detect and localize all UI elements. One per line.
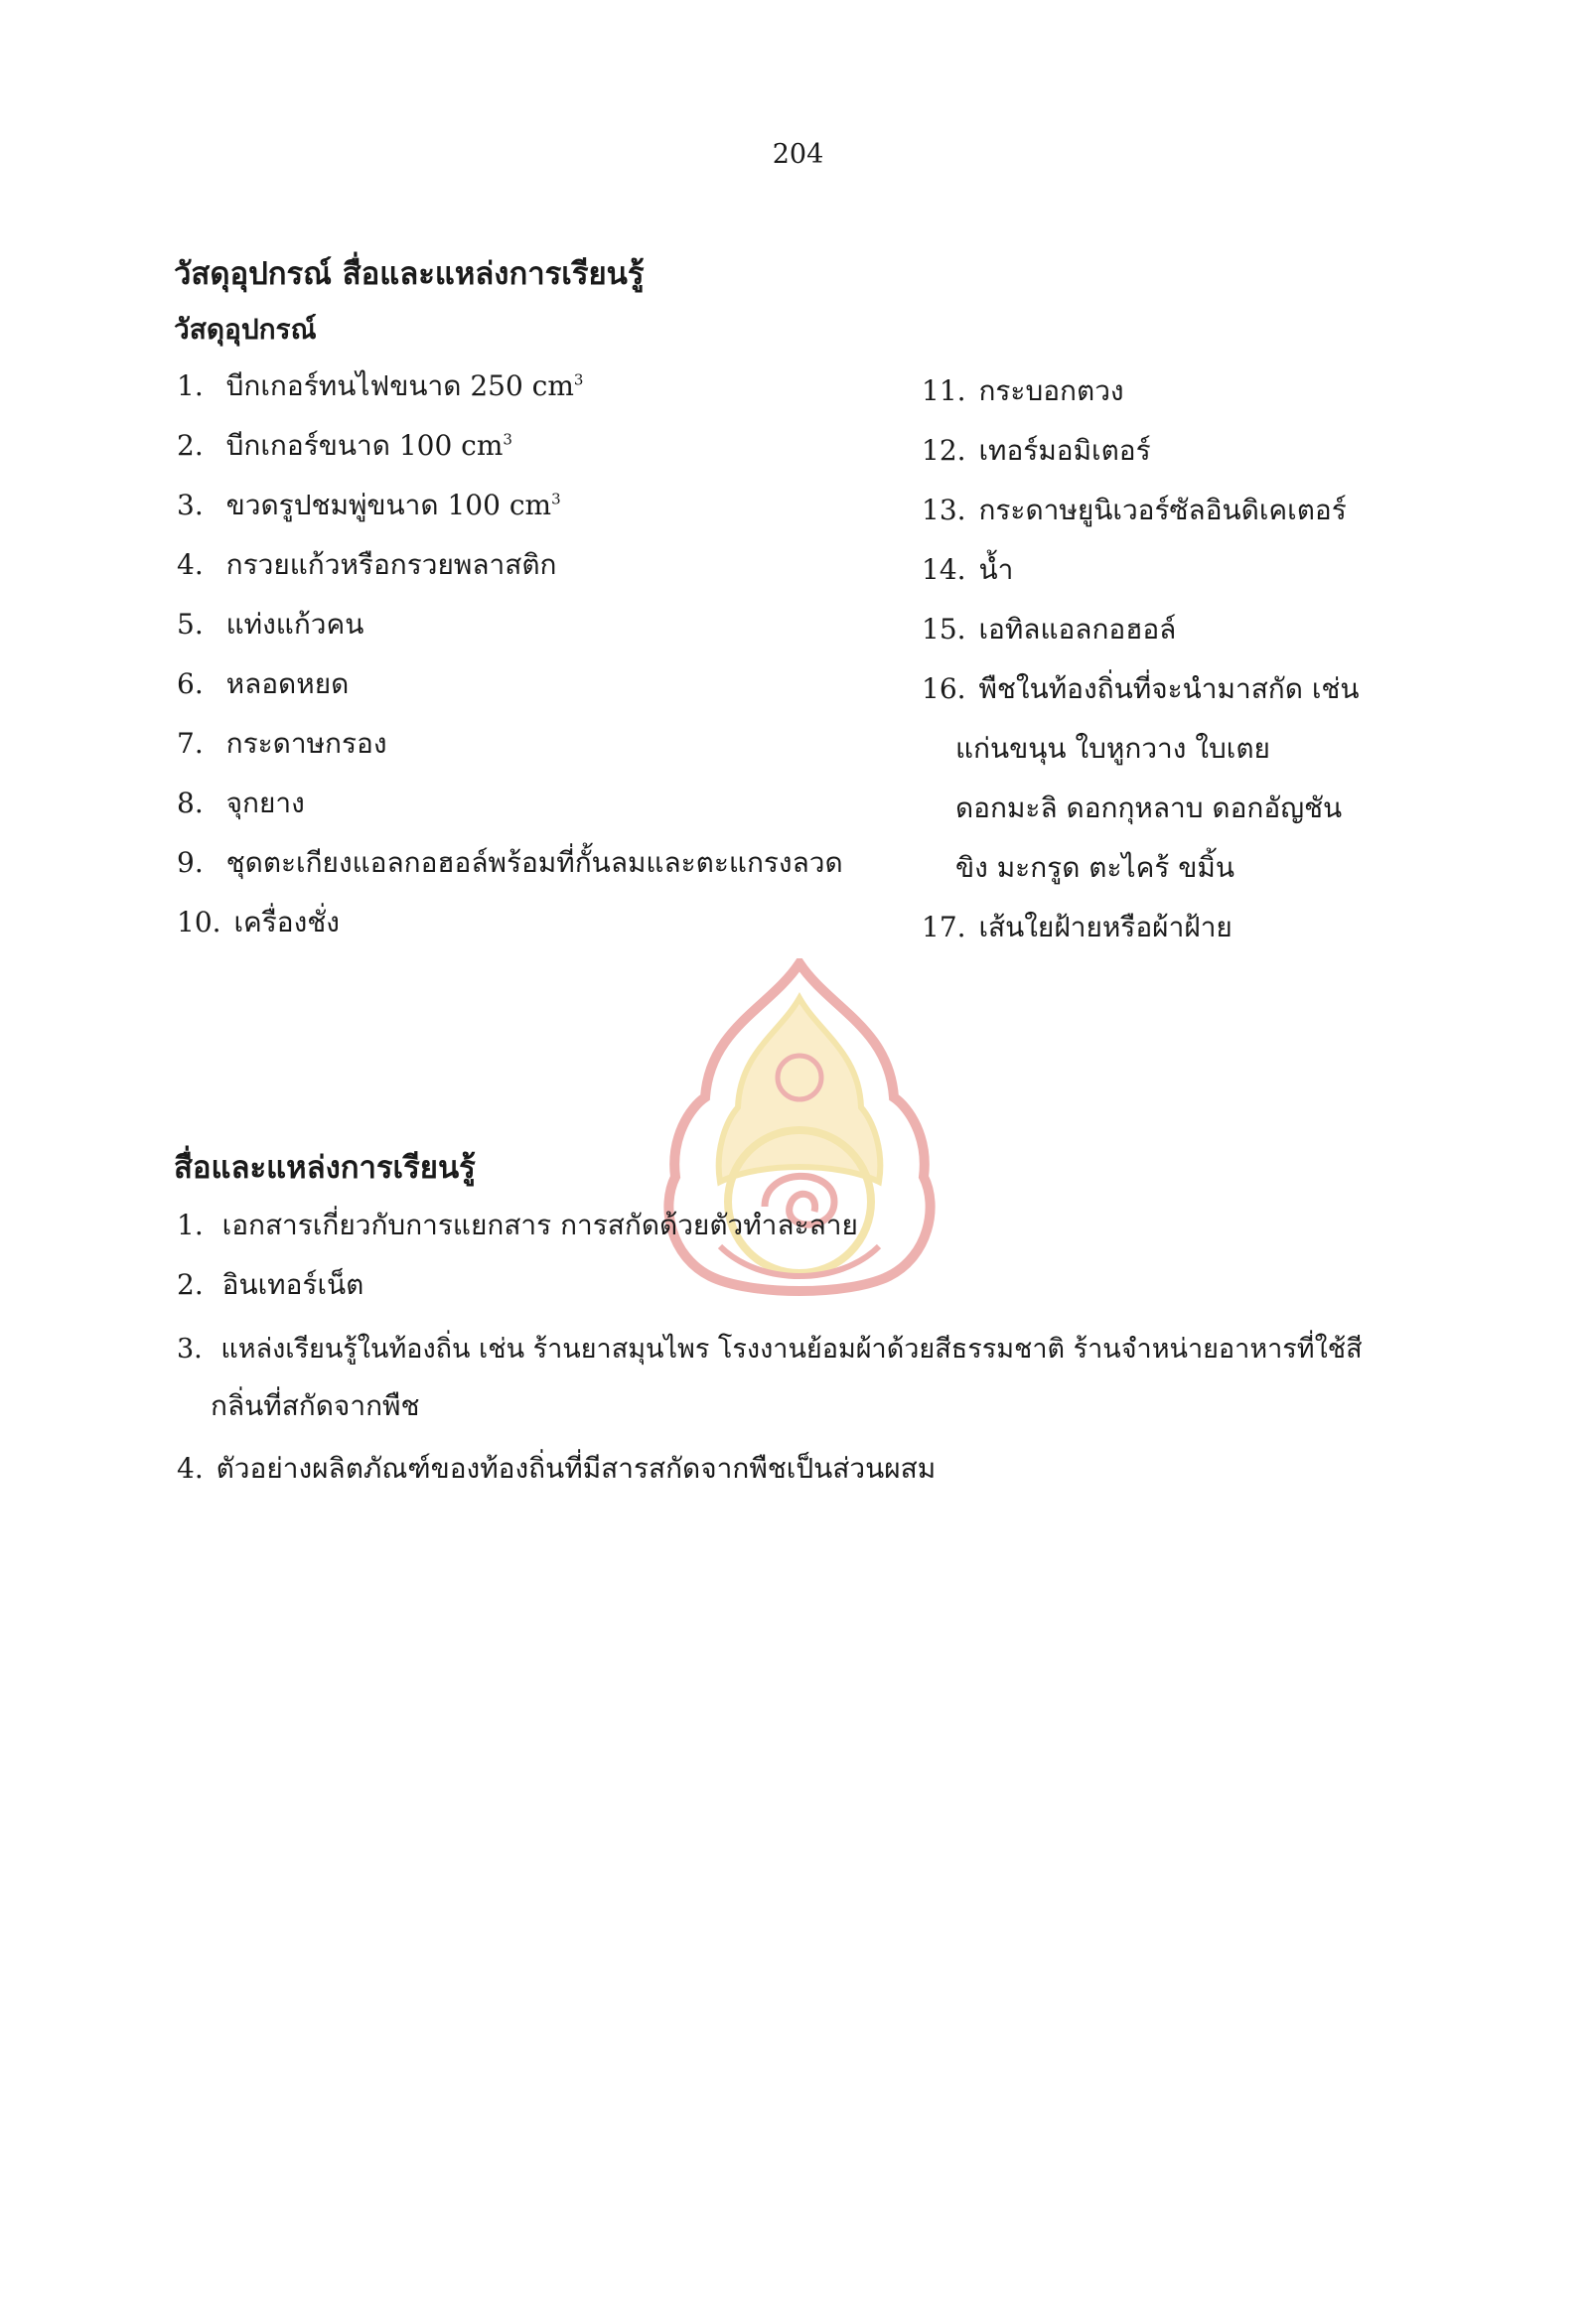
item-text: ตัวอย่างผลิตภัณฑ์ของท้องถิ่นที่มีสารสกัดจากพืชเป็นส่วนผสม bbox=[216, 1452, 937, 1485]
list-item bbox=[177, 489, 561, 521]
item-number: 10. bbox=[177, 906, 221, 938]
item-text: กระบอกตวง bbox=[978, 374, 1124, 407]
item-number: 15. bbox=[922, 613, 966, 646]
item-number: 13. bbox=[922, 494, 966, 526]
list-item-continuation bbox=[955, 851, 1234, 884]
list-item bbox=[922, 911, 1233, 943]
item-text: ชุดตะเกียงแอลกอฮอล์พร้อมที่กั้นลมและตะแกรงลวด bbox=[225, 846, 843, 879]
item-number: 12. bbox=[922, 434, 966, 467]
list-item bbox=[177, 1268, 364, 1301]
item-number: 9. bbox=[177, 846, 204, 879]
unit-superscript: 3 bbox=[573, 370, 584, 389]
unit-text: cm bbox=[531, 369, 574, 402]
item-text: กลิ่นที่สกัดจากพืช bbox=[211, 1389, 420, 1422]
materials-title: วัสดุอุปกรณ์ bbox=[174, 313, 317, 346]
list-item bbox=[922, 672, 1360, 705]
item-text: แท่งแก้วคน bbox=[225, 608, 364, 641]
item-number: 3. bbox=[177, 489, 204, 521]
list-item bbox=[177, 1209, 858, 1241]
item-text: บีกเกอร์ขนาด 100 bbox=[225, 429, 462, 462]
item-text: กระดาษกรอง bbox=[225, 727, 387, 760]
page-number: 204 bbox=[772, 139, 824, 170]
media-title: สื่อและแหล่งการเรียนรู้ bbox=[174, 1150, 476, 1186]
list-item bbox=[177, 1336, 1363, 1363]
item-text: ขิง มะกรูด ตะไคร้ ขมิ้น bbox=[955, 851, 1234, 884]
emblem-watermark bbox=[651, 958, 948, 1301]
item-text: พืชในท้องถิ่นที่จะนำมาสกัด เช่น bbox=[978, 672, 1360, 705]
item-number: 2. bbox=[177, 429, 204, 462]
list-item bbox=[177, 727, 387, 760]
item-text: เครื่องชั่ง bbox=[233, 906, 340, 938]
item-number: 11. bbox=[922, 374, 966, 407]
list-item-continuation bbox=[955, 732, 1270, 765]
list-item bbox=[177, 548, 557, 581]
list-item bbox=[177, 369, 584, 402]
list-item bbox=[922, 374, 1124, 407]
item-text: เอกสารเกี่ยวกับการแยกสาร การสกัดด้วยตัวทำละลาย bbox=[221, 1209, 858, 1241]
item-text: ดอกมะลิ ดอกกุหลาบ ดอกอัญชัน bbox=[955, 792, 1343, 824]
item-text: ขวดรูปชมพู่ขนาด 100 bbox=[225, 489, 509, 521]
item-number: 5. bbox=[177, 608, 204, 641]
item-text: อินเทอร์เน็ต bbox=[221, 1268, 364, 1301]
list-item bbox=[177, 787, 305, 819]
list-item bbox=[922, 494, 1347, 526]
item-number: 17. bbox=[922, 911, 966, 943]
list-item bbox=[922, 553, 1014, 586]
list-item bbox=[177, 1452, 937, 1485]
item-number: 16. bbox=[922, 672, 966, 705]
item-text: บีกเกอร์ทนไฟขนาด 250 bbox=[225, 369, 532, 402]
item-text: จุกยาง bbox=[225, 787, 305, 819]
item-text: เอทิลแอลกอฮอล์ bbox=[978, 613, 1177, 646]
list-item bbox=[177, 906, 340, 938]
item-number: 3. bbox=[177, 1334, 203, 1365]
item-text: เส้นใยฝ้ายหรือผ้าฝ้าย bbox=[978, 911, 1233, 943]
item-number: 8. bbox=[177, 787, 204, 819]
list-item bbox=[177, 846, 843, 879]
list-item bbox=[177, 429, 512, 462]
item-number: 1. bbox=[177, 369, 204, 402]
item-text: แหล่งเรียนรู้ในท้องถิ่น เช่น ร้านยาสมุนไพร โรงงานย้อมผ้าด้วยสีธรรมชาติ ร้านจำหน่ายอาหารที่ใช้สี bbox=[220, 1334, 1363, 1365]
item-number: 14. bbox=[922, 553, 966, 586]
unit-text: cm bbox=[461, 429, 504, 462]
list-item-continuation bbox=[211, 1389, 420, 1422]
unit-superscript: 3 bbox=[503, 430, 512, 449]
item-text: กระดาษยูนิเวอร์ซัลอินดิเคเตอร์ bbox=[978, 494, 1347, 526]
item-text: กรวยแก้วหรือกรวยพลาสติก bbox=[225, 548, 557, 581]
item-number: 4. bbox=[177, 548, 204, 581]
unit-text: cm bbox=[508, 489, 552, 521]
item-text: เทอร์มอมิเตอร์ bbox=[978, 434, 1151, 467]
list-item bbox=[922, 613, 1177, 646]
list-item-continuation bbox=[955, 794, 1342, 822]
unit-superscript: 3 bbox=[551, 490, 561, 508]
item-number: 4. bbox=[177, 1452, 204, 1485]
item-text: หลอดหยด bbox=[225, 667, 350, 700]
item-text: แก่นขนุน ใบหูกวาง ใบเตย bbox=[955, 732, 1270, 765]
item-number: 1. bbox=[177, 1209, 204, 1241]
list-item bbox=[177, 667, 350, 700]
item-number: 2. bbox=[177, 1268, 204, 1301]
list-item bbox=[922, 434, 1151, 467]
list-item bbox=[177, 608, 364, 641]
item-number: 6. bbox=[177, 667, 204, 700]
item-number: 7. bbox=[177, 727, 204, 760]
item-text: น้ำ bbox=[978, 553, 1014, 586]
section-heading: วัสดุอุปกรณ์ สื่อและแหล่งการเรียนรู้ bbox=[174, 256, 645, 292]
